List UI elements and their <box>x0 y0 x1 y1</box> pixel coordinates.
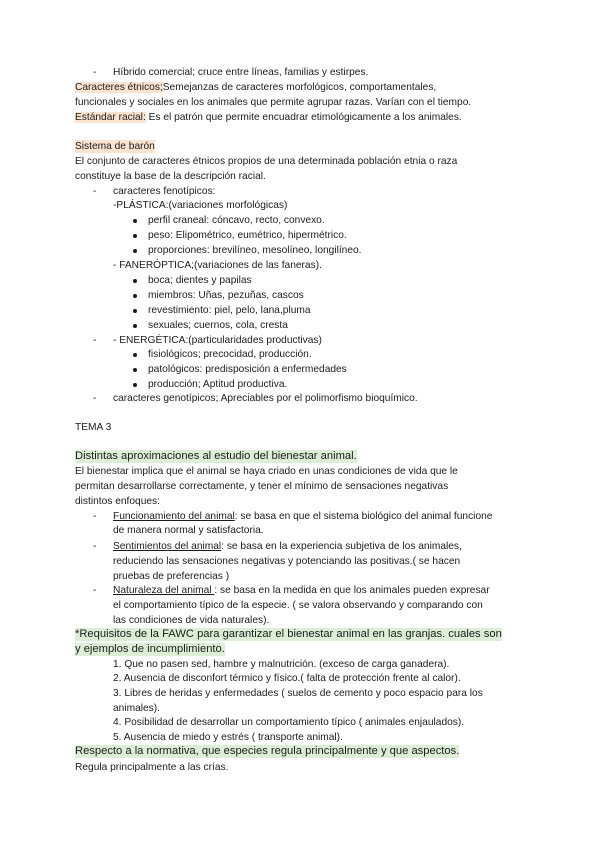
underlined-term: Naturaleza del animal <box>113 585 215 596</box>
text-line: constituye la base de la descripción racial. <box>75 171 266 182</box>
list-item: sexuales; cuernos, cola, cresta <box>148 320 288 331</box>
list-item: caracteres genotípicos; Apreciables por el polimorfismo bioquímico. <box>113 393 418 404</box>
dash-bullet: - <box>93 67 97 78</box>
text-line: pruebas de preferencias ) <box>113 571 230 582</box>
list-item: fisiológicos; precocidad, producción. <box>148 349 312 360</box>
highlighted-term: Caracteres étnicos; <box>75 82 163 93</box>
question-heading: *Requisitos de la FAWC para garantizar el bienestar animal en las granjas. cuales son <box>75 628 502 640</box>
bullet-dot <box>133 309 137 313</box>
list-item: patológicos: predisposición a enfermedades <box>148 364 347 375</box>
list-item: proporciones: brevilíneo, mesolíneo, longilíneo. <box>148 245 362 256</box>
underlined-term: Sentimientos del animal <box>113 541 222 552</box>
bullet-dot <box>133 249 137 253</box>
section-title: TEMA 3 <box>75 422 112 433</box>
section-heading: Distintas aproximaciones al estudio del bienestar animal. <box>75 450 357 462</box>
section-heading: Sistema de barón <box>75 141 155 152</box>
dash-bullet: - <box>93 335 97 346</box>
text-line: El bienestar implica que el animal se haya criado en unas condiciones de vida que le <box>75 466 458 477</box>
sub-heading: -PLÁSTICA:(variaciones morfológicas) <box>113 200 288 211</box>
numbered-item: 5. Ausencia de miedo y estrés ( transporte animal). <box>113 732 343 743</box>
sub-heading: - ENERGÉTICA:(particularidades productivas) <box>113 335 322 346</box>
underlined-term: Funcionamiento del animal <box>113 511 235 522</box>
definition-text: : se basa en que el sistema biológico del animal funcione <box>234 511 493 522</box>
numbered-item: 3. Libres de heridas y enfermedades ( suelos de cemento y poco espacio para los <box>113 688 483 699</box>
text-line: Híbrido comercial; cruce entre líneas, familias y estirpes. <box>113 67 369 78</box>
list-item <box>113 510 492 523</box>
bullet-dot <box>133 353 137 357</box>
text-line: las condiciones de vida naturales). <box>113 615 270 626</box>
sub-heading: - FANERÓPTICA;(variaciones de las faneras). <box>113 260 322 271</box>
dash-bullet: - <box>93 585 97 596</box>
definition-line <box>75 111 462 124</box>
dash-bullet: - <box>93 393 97 404</box>
list-item <box>113 540 462 553</box>
definition-text: Es el patrón que permite encuadrar etimológicamente a los animales. <box>145 112 462 123</box>
list-item: caracteres fenotípicos: <box>113 186 216 197</box>
text-line: permitan desarrollarse correctamente, y tener el mínimo de sensaciones negativas <box>75 481 449 492</box>
list-item <box>113 584 490 597</box>
bullet-dot <box>133 324 137 328</box>
numbered-item: 4. Posibilidad de desarrollar un comportamiento típico ( animales enjaulados). <box>113 717 465 728</box>
dash-bullet: - <box>93 186 97 197</box>
text-line: El conjunto de caracteres étnicos propios de una determinada población etnia o raza <box>75 156 458 167</box>
dash-bullet: - <box>93 541 97 552</box>
text-line: el comportamiento típico de la especie. ( se valora observando y comparando con <box>113 600 483 611</box>
list-item: boca; dientes y papilas <box>148 275 252 286</box>
text-line: funcionales y sociales en los animales que permite agrupar razas. Varían con el tiempo. <box>75 97 472 108</box>
highlighted-term: Estándar racial: <box>75 112 146 123</box>
definition-text: : se basa en la medida en que los animales pueden expresar <box>214 585 490 596</box>
numbered-item: 2. Ausencia de disconfort térmico y físico.( falta de protección frente al calor). <box>113 673 461 684</box>
text-line: de manera normal y satisfactoria. <box>113 525 264 536</box>
list-item: peso: Elipométrico, eumétrico, hipermétrico. <box>148 230 347 241</box>
bullet-dot <box>133 294 137 298</box>
bullet-dot <box>133 383 137 387</box>
list-item: perfil craneal: cóncavo, recto, convexo. <box>148 215 325 226</box>
text-line: reduciendo las sensaciones negativas y potenciando las positivas.( se hacen <box>113 556 461 567</box>
bullet-dot <box>133 368 137 372</box>
definition-text: Semejanzas de caracteres morfológicos, comportamentales, <box>162 82 437 93</box>
list-item: miembros: Uñas, pezuñas, cascos <box>148 290 304 301</box>
bullet-dot <box>133 219 137 223</box>
list-item: producción; Aptitud productiva. <box>148 379 288 390</box>
definition-line <box>75 81 436 94</box>
text-line: Regula principalmente a las crías. <box>75 762 229 773</box>
definition-text: : se basa en la experiencia subjetiva de los animales, <box>221 541 462 552</box>
numbered-item: 1. Que no pasen sed, hambre y malnutrición. (exceso de carga ganadera). <box>113 659 450 670</box>
dash-bullet: - <box>93 511 97 522</box>
question-heading: y ejemplos de incumplimiento. <box>75 643 225 655</box>
text-line: animales). <box>113 703 160 714</box>
bullet-dot <box>133 234 137 238</box>
bullet-dot <box>133 279 137 283</box>
question-heading: Respecto a la normativa, que especies regula principalmente y que aspectos. <box>75 745 460 757</box>
text-line: distintos enfoques: <box>75 496 160 507</box>
list-item: revestimiento: piel, pelo, lana,pluma <box>148 305 311 316</box>
